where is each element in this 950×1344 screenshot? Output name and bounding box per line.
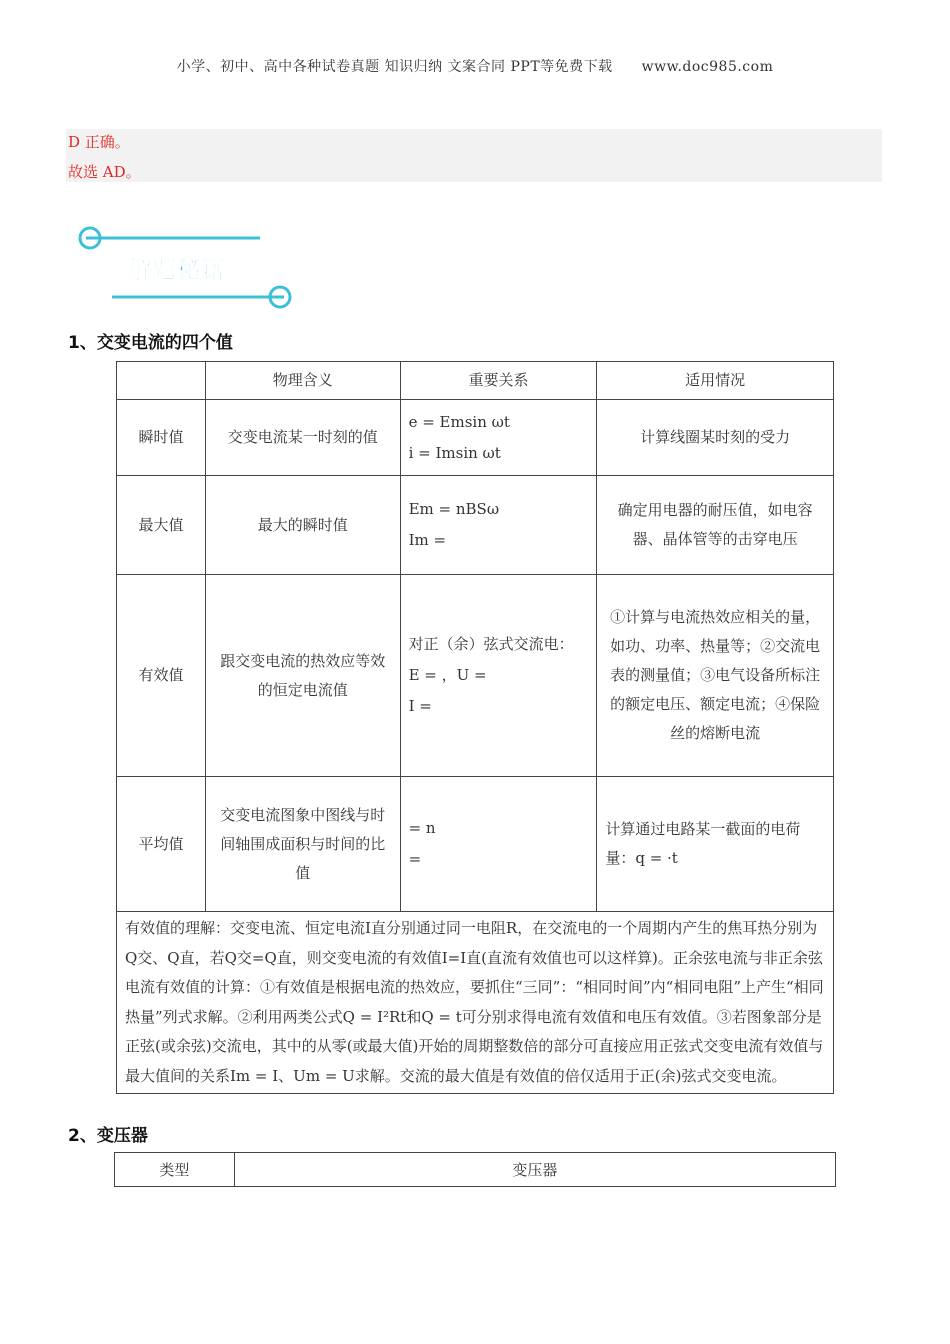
row-name: 平均值	[117, 777, 206, 912]
transformer-table	[114, 1152, 836, 1187]
relation-line: Im =	[408, 531, 447, 549]
relation-title: 对正（余）弦式交流电：	[408, 635, 574, 653]
row-meaning: 交变电流某一时刻的值	[205, 400, 400, 476]
table-header-row	[117, 362, 834, 400]
relation-line: i = Imsin ωt	[408, 443, 501, 462]
banner-title: 解题秘籍	[128, 256, 224, 284]
row-name: 瞬时值	[117, 400, 206, 476]
row-meaning: 最大的瞬时值	[205, 476, 400, 575]
table-row	[117, 476, 834, 575]
row-relations	[400, 575, 597, 777]
row-meaning: 交变电流图象中图线与时间轴围成面积与时间的比值	[205, 777, 400, 912]
section1-title: 1、交变电流的四个值	[68, 333, 233, 353]
header-cell: 适用情况	[597, 362, 834, 400]
row-name: 有效值	[117, 575, 206, 777]
answer-line-1: D 正确。	[68, 133, 130, 151]
effective-value-note: 有效值的理解：交变电流、恒定电流I直分别通过同一电阻R，在交流电的一个周期内产生的焦耳热分别为Q交、Q直，若Q交=Q直，则交变电流的有效值I=I直(直流有效值也可以这样算)。正余弦电流与非正余弦电流有效值的计算：①有效值是根据电流的热效应，要抓住“三同”：“相同时间”内“相同电阻”上产生“相同热量”列式求解。②利用两类公式Q = I²Rt和Q = t可分别求得电流有效值和电压有效值。③若图象部分是正弦(或余弦)交流电，其中的从零(或最大值)开始的周期整数倍的部分可直接应用正弦式交变电流有效值与最大值间的关系Im = I、Um = U求解。交流的最大值是有效值的倍仅适用于正(余)弦式交变电流。	[117, 912, 834, 1094]
ac-values-table	[116, 361, 834, 1094]
relation-line: Em = nBSω	[408, 500, 500, 518]
row-relations	[400, 476, 597, 575]
page-header: 小学、初中、高中各种试卷真题 知识归纳 文案合同 PPT等免费下载 www.doc985.com	[176, 59, 774, 75]
relation-line: e = Emsin ωt	[408, 412, 510, 431]
answer-line-2: 故选 AD。	[68, 163, 141, 181]
table-note-row	[117, 912, 834, 1094]
row-relations	[400, 777, 597, 912]
table-header-row	[115, 1153, 836, 1187]
header-cell: 变压器	[234, 1153, 835, 1187]
row-name: 最大值	[117, 476, 206, 575]
answer-box	[66, 129, 882, 182]
table-row	[117, 400, 834, 476]
row-relations	[400, 400, 597, 476]
section-banner	[76, 222, 296, 310]
header-cell: 类型	[115, 1153, 235, 1187]
header-cell: 重要关系	[400, 362, 597, 400]
table-row	[117, 777, 834, 912]
header-cell	[117, 362, 206, 400]
relation-line: =	[408, 850, 422, 868]
row-usage: 确定用电器的耐压值，如电容器、晶体管等的击穿电压	[597, 476, 834, 575]
row-usage: 计算通过电路某一截面的电荷量：q = ·t	[597, 777, 834, 912]
relation-line: = n	[408, 819, 436, 837]
relation-line: E = ，U =	[408, 666, 487, 684]
header-cell: 物理含义	[205, 362, 400, 400]
row-meaning: 跟交变电流的热效应等效的恒定电流值	[205, 575, 400, 777]
row-usage: 计算线圈某时刻的受力	[597, 400, 834, 476]
row-usage: ①计算与电流热效应相关的量，如功、功率、热量等；②交流电表的测量值；③电气设备所标注的额定电压、额定电流；④保险丝的熔断电流	[597, 575, 834, 777]
table-row	[117, 575, 834, 777]
relation-line: I =	[408, 697, 432, 715]
section2-title: 2、变压器	[68, 1126, 148, 1146]
